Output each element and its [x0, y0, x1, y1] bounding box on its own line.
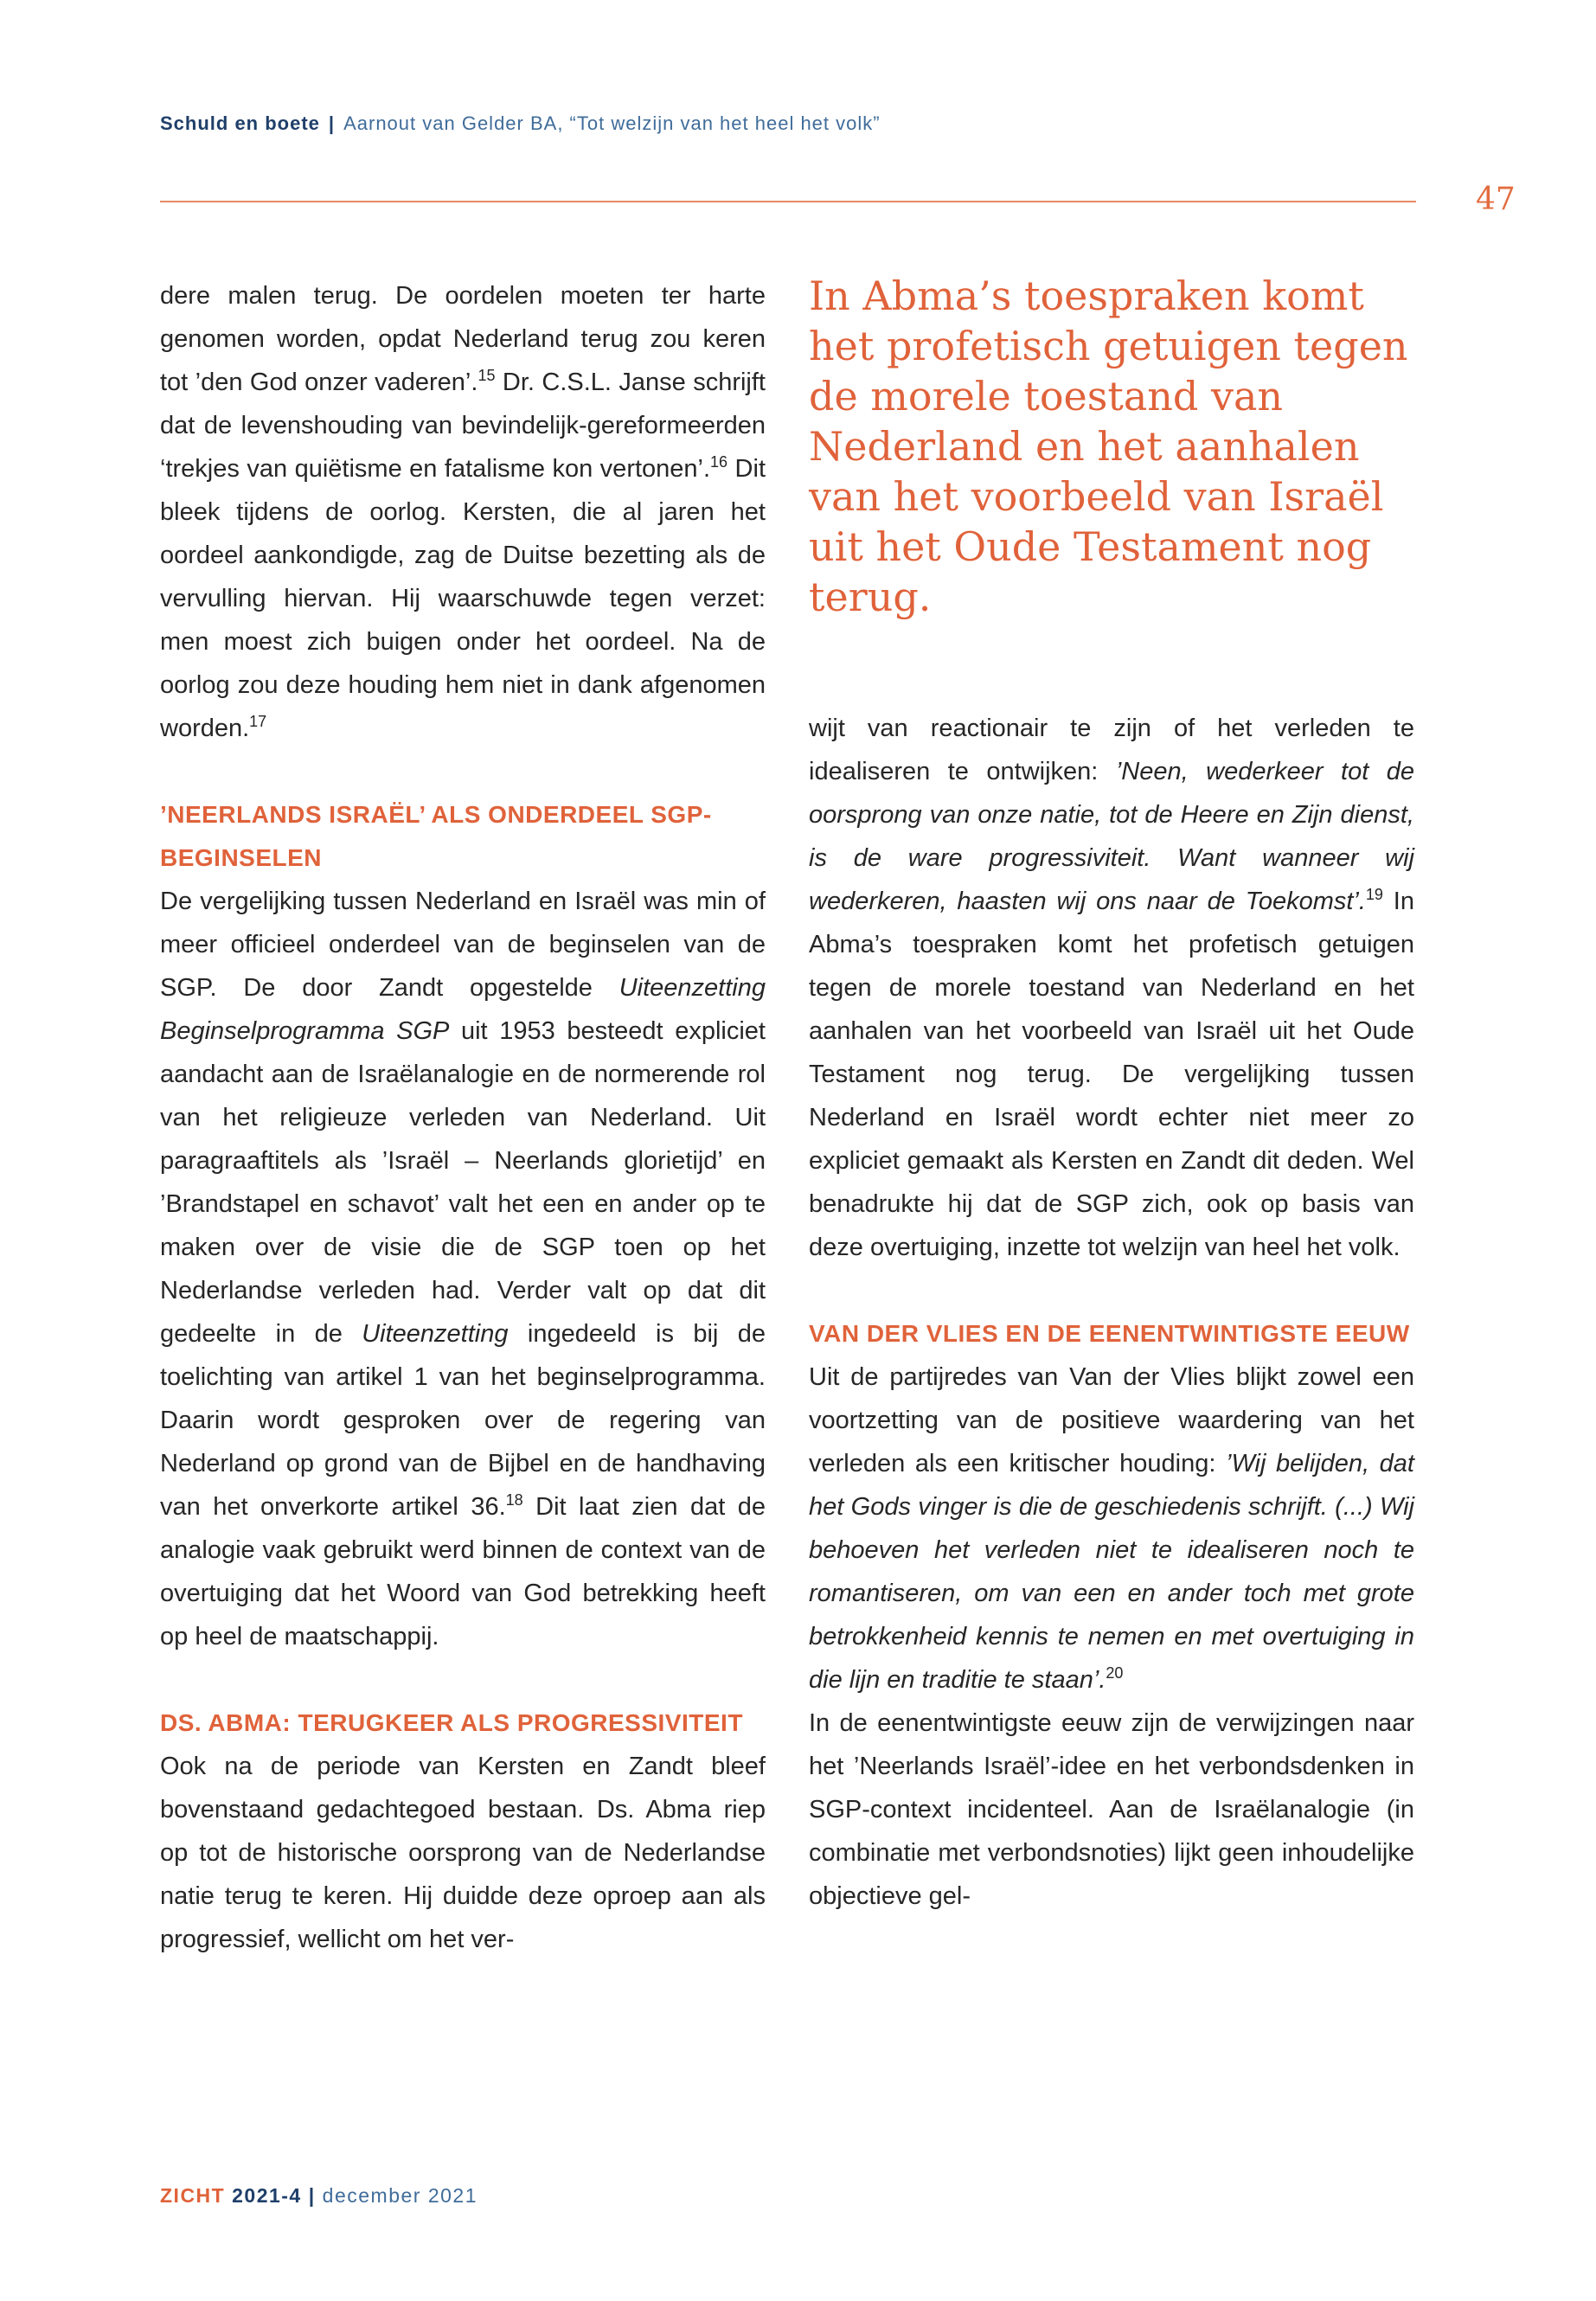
- section-heading: DS. ABMA: TERUGKEER ALS PROGRESSIVITEIT: [160, 1709, 743, 1736]
- paragraph: De vergelijking tussen Nederland en Israël was min of meer officieel onderdeel van de beginselen van de SGP. De door Zandt opgestelde Uiteenzetting Beginselprogramma SGP uit 1953 besteedt expliciet aandacht aan de Israëlanalogie en de normerende rol van het religieuze verleden van Nederland. Uit paragraaftitels als ’Israël – Neerlands glorietijd’ en ’Brandstapel en schavot’ valt het een en ander op te maken over de visie die de SGP toen op het Nederlandse verleden had. Verder valt op dat dit gedeelte in de Uiteenzetting ingedeeld is bij de toelichting van artikel 1 van het beginselprogramma. Daarin wordt gesproken over de regering van Nederland op grond van de Bijbel en de handhaving van het onverkorte artikel 36.18 Dit laat zien dat de analogie vaak gebruikt werd binnen de context van de overtuiging dat het Woord van God betrekking heeft op heel de maatschappij.: [160, 888, 766, 1650]
- footnote-ref: 18: [505, 1491, 523, 1509]
- header-article-title: Aarnout van Gelder BA, “Tot welzijn van het heel het volk”: [343, 112, 881, 134]
- footer-separator: |: [308, 2184, 316, 2207]
- header-section: Schuld en boete: [160, 112, 320, 134]
- pull-quote-line: het profetisch getuigen tegen: [809, 323, 1408, 369]
- pull-quote-line: van het voorbeeld van Israël: [809, 473, 1384, 520]
- pull-quote-line: terug.: [809, 574, 932, 620]
- header-separator: |: [328, 112, 336, 134]
- footer-date: december 2021: [322, 2184, 478, 2207]
- paragraph: In de eenentwintigste eeuw zijn de verwijzingen naar het ’Neerlands Israël’-idee en het verbondsdenken in SGP-context incidenteel. Aan de Israëlanalogie (in combinatie met verbondsnoties) lijkt geen inhoudelijke objectieve gel-: [809, 1709, 1414, 1910]
- footnote-ref: 20: [1106, 1664, 1124, 1682]
- right-column: [809, 707, 1414, 1918]
- running-header: [160, 112, 1414, 135]
- pull-quote-line: de morele toestand van: [809, 373, 1284, 420]
- footnote-ref: 19: [1365, 886, 1383, 903]
- footer-issue: 2021-4: [232, 2184, 302, 2207]
- pull-quote-line: In Abma’s toespraken komt: [809, 272, 1364, 319]
- pull-quote-line: Nederland en het aanhalen: [809, 423, 1360, 470]
- footer-magazine: ZICHT: [160, 2184, 226, 2207]
- section-heading: VAN DER VLIES EN DE EENENTWINTIGSTE EEUW: [809, 1320, 1410, 1347]
- paragraph: Ook na de periode van Kersten en Zandt bleef bovenstaand gedachtegoed bestaan. Ds. Abma riep op tot de historische oorsprong van de Nederlandse natie terug te keren. Hij duidde deze oproep aan als progressief, wellicht om het ver-: [160, 1753, 766, 1953]
- pull-quote-line: uit het Oude Testament nog: [809, 523, 1372, 570]
- paragraph: dere malen terug. De oordelen moeten ter harte genomen worden, opdat Nederland terug zou keren tot ’den God onzer vaderen’.$^{15}$ Dr. C.S.L. Janse schrijft dat de levenshouding van bevindelijk-gereformeerden ‘trekjes van quiëtisme en fatalisme kon vertonen’.$^{16}$ Dit bleek tijdens de oorlog. Kersten, die al jaren het oordeel aankondigde, zag de Duitse bezetting als de vervulling hiervan. Hij waarschuwde tegen verzet: men moest zich buigen onder het oordeel. Na de oorlog zou deze houding hem niet in dank afgenomen worden.$^{17}$: [160, 282, 766, 742]
- header-rule: [160, 201, 1416, 202]
- paragraph: Uit de partijredes van Van der Vlies blijkt zowel een voortzetting van de positieve waardering van het verleden als een kritischer houding: ’Wij belijden, dat het Gods vinger is die de geschiedenis schrijft. (...) Wij behoeven het verleden niet te idealiseren noch te romantiseren, om van een en ander toch met grote betrokkenheid kennis te nemen en met overtuiging in die lijn en traditie te staan’.$^{20}$: [809, 1363, 1414, 1694]
- page-number: 47: [1476, 182, 1516, 217]
- paragraph: wijt van reactionair te zijn of het verleden te idealiseren te ontwijken: ’Neen, wederkeer tot de oorsprong van onze natie, tot de Heere en Zijn dienst, is de ware progressiviteit. Want wanneer wij wederkeren, haasten wij ons naar de Toekomst’.$^{19}$ In Abma’s toespraken komt het profetisch getuigen tegen de morele toestand van Nederland en het aanhalen van het voorbeeld van Israël uit het Oude Testament nog terug. De vergelijking tussen Nederland en Israël wordt echter niet meer zo expliciet gemaakt als Kersten en Zandt dit deden. Wel benadrukte hij dat de SGP zich, ook op basis van deze overtuiging, inzette tot welzijn van heel het volk.: [809, 715, 1414, 1261]
- pull-quote: [809, 271, 1432, 622]
- left-column: [160, 274, 766, 1961]
- footnote-ref: 17: [249, 713, 267, 730]
- page-footer: [160, 2184, 478, 2208]
- footnote-ref: 15: [478, 367, 496, 384]
- footnote-ref: 16: [710, 453, 728, 471]
- section-heading: ’NEERLANDS ISRAËL’ ALS ONDERDEEL SGP-BEGINSELEN: [160, 801, 712, 871]
